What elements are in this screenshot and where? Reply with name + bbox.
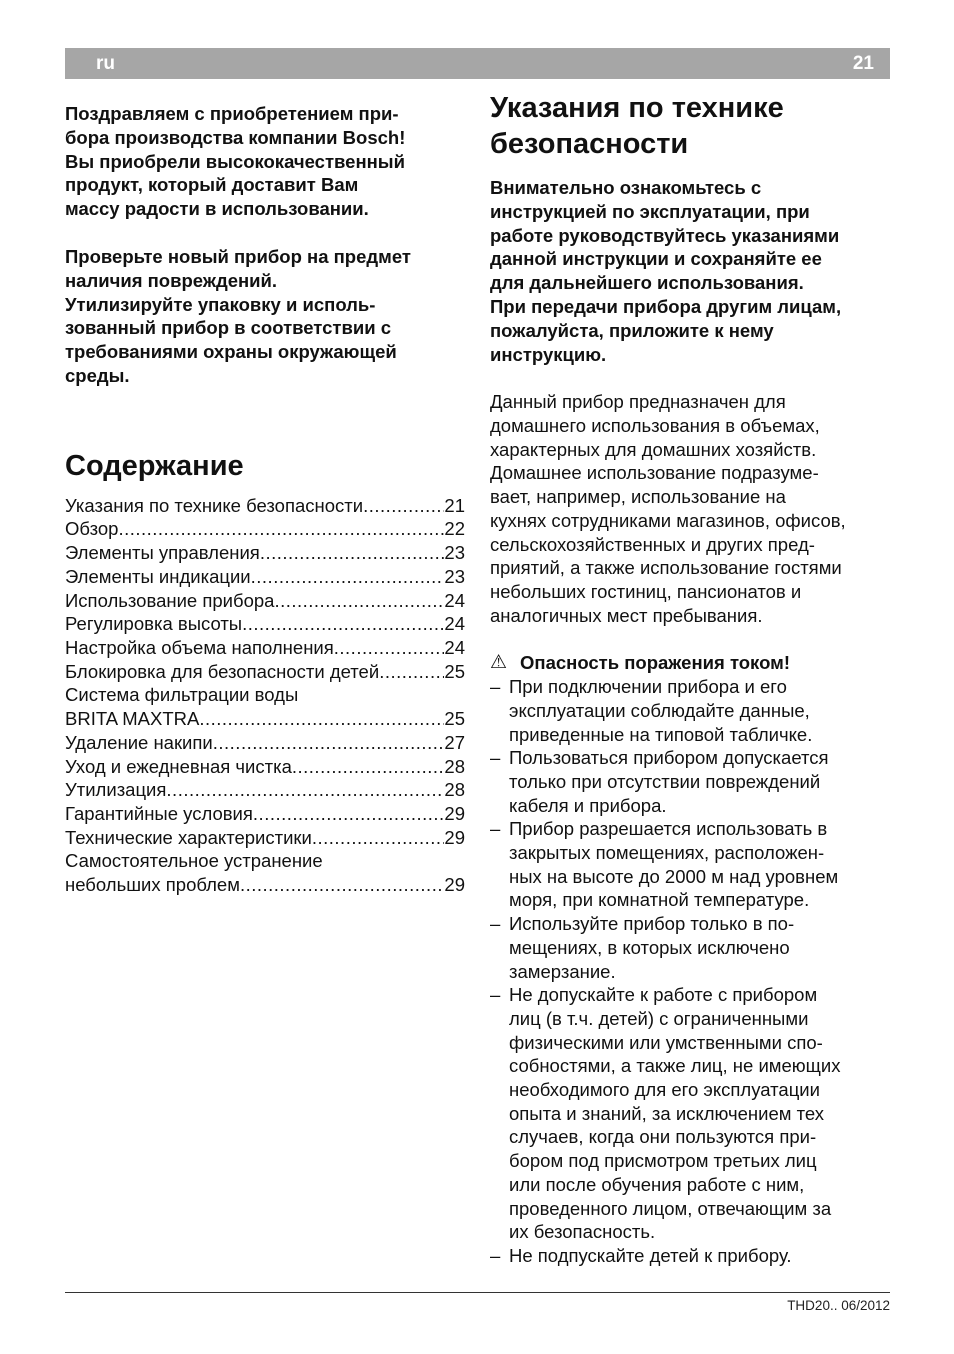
toc-entry-page: 23 — [444, 565, 465, 587]
toc-entry-label: Утилизация — [65, 779, 167, 801]
toc-entry — [65, 589, 465, 613]
toc-entry — [65, 707, 465, 731]
toc-entry-label: Обзор — [65, 518, 119, 540]
toc-leader-dots — [253, 802, 445, 826]
dash-icon: – — [490, 984, 501, 1006]
safety-bullet-text: Не допускайте к работе с прибором лиц (в т.ч. детей) с ограниченными физическими или умственными спо- собностями, а также лиц, не имеющих необходимого для его эксплуатации опыта и знаний, за исключением тех случаев, когда они пользуются при- бором под присмотром третьих лиц или после обучения работе с ним, проведенного лицом, отвечающим за их безопасность. — [509, 984, 841, 1243]
dash-icon: – — [490, 747, 501, 769]
toc-entry-page: 29 — [444, 874, 465, 896]
toc-leader-dots — [166, 778, 444, 802]
intro-paragraph: Поздравляем с приобретением при- бора производства компании Bosch! Вы приобрели высококачественный продукт, который доставит Вам массу радости в использовании. — [65, 103, 406, 220]
toc-entry — [65, 541, 465, 565]
safety-bullet-text: Пользоваться прибором допускается только при отсутствии повреждений кабеля и прибора. — [509, 747, 829, 816]
dash-icon: – — [490, 676, 501, 698]
toc-entry — [65, 517, 465, 541]
toc-leader-dots — [199, 707, 444, 731]
page-number: 21 — [852, 53, 874, 74]
toc-entry-page: 29 — [444, 826, 465, 848]
safety-bullet-text: При подключении прибора и его эксплуатации соблюдайте данные, приведенные на типовой табличке. — [509, 676, 813, 745]
right-column — [490, 90, 890, 1268]
toc-leader-dots — [334, 636, 445, 660]
toc-entry-page: 29 — [444, 802, 465, 824]
toc-entry-label: небольших проблем — [65, 874, 240, 896]
toc-leader-dots — [260, 541, 445, 565]
toc-entry-label: Элементы управления — [65, 542, 260, 564]
toc-leader-dots — [363, 494, 444, 518]
toc-leader-dots — [379, 660, 444, 684]
dash-icon: – — [490, 913, 501, 935]
dash-icon: – — [490, 818, 501, 840]
toc-leader-dots — [213, 731, 445, 755]
toc-entry — [65, 565, 465, 589]
table-of-contents — [65, 494, 465, 897]
toc-entry-label: Настройка объема наполнения — [65, 636, 334, 658]
toc-entry-page: 24 — [444, 589, 465, 611]
toc-entry-page: 21 — [444, 494, 465, 516]
toc-entry — [65, 849, 465, 873]
toc-entry-page: 24 — [444, 613, 465, 635]
toc-entry-page: 25 — [444, 660, 465, 682]
toc-entry — [65, 826, 465, 850]
toc-entry — [65, 494, 465, 518]
page-header-bar — [65, 48, 890, 79]
left-column — [65, 102, 465, 897]
safety-intro: Внимательно ознакомьтесь с инструкцией по эксплуатации, при работе руководствуйтесь указаниями данной инструкции и сохраняйте ее для дальнейшего использования. При передачи прибора другим лицам, пожалуйста, приложите к нему инструкцию. — [490, 177, 842, 365]
toc-entry-label: Указания по технике безопасности — [65, 494, 364, 516]
toc-entry-label: Элементы индикации — [65, 565, 251, 587]
toc-entry-page: 23 — [444, 542, 465, 564]
toc-title: Содержание — [65, 449, 244, 482]
safety-bullet-item — [490, 983, 890, 1244]
toc-entry-label: Самостоятельное устранение — [65, 850, 323, 872]
toc-leader-dots — [251, 565, 445, 589]
safety-bullet-item — [490, 912, 890, 983]
toc-entry-label: Удаление накипи — [65, 731, 213, 753]
toc-leader-dots — [240, 873, 444, 897]
toc-entry-label: Блокировка для безопасности детей — [65, 660, 380, 682]
toc-entry — [65, 778, 465, 802]
safety-title: Указания по технике безопасности — [490, 92, 784, 160]
toc-leader-dots — [118, 517, 444, 541]
toc-entry-page: 28 — [444, 779, 465, 801]
warning-title: Опасность поражения током! — [520, 652, 790, 674]
safety-bullet-item — [490, 675, 890, 746]
toc-entry-label: Использование прибора — [65, 589, 275, 611]
check-device-paragraph: Проверьте новый прибор на предмет наличия повреждений. Утилизируйте упаковку и исполь- зованный прибор в соответствии с требованиями охраны окружающей среды. — [65, 245, 411, 386]
warning-icon: ⚠ — [490, 652, 508, 674]
toc-leader-dots — [312, 826, 445, 850]
toc-entry-page: 22 — [444, 518, 465, 540]
toc-entry-label: Регулировка высоты — [65, 613, 243, 635]
usage-paragraph: Данный прибор предназначен для домашнего использования в объемах, характерных для домашних хозяйств. Домашнее использование подразуме- вает, например, использование на кухнях сотрудниками магазинов, офисов, сельскохозяйственных и других пред- приятий, а также использование гостями небольших гостиниц, пансионатов и аналогичных мест пребывания. — [490, 391, 846, 626]
toc-entry-page: 27 — [444, 731, 465, 753]
footer-model-date: THD20.. 06/2012 — [787, 1298, 890, 1313]
toc-entry — [65, 683, 465, 707]
toc-entry-label: BRITA MAXTRA — [65, 708, 200, 730]
toc-entry — [65, 660, 465, 684]
toc-entry — [65, 636, 465, 660]
toc-entry-page: 24 — [444, 636, 465, 658]
safety-bullet-item — [490, 1244, 890, 1268]
language-code: ru — [96, 53, 115, 74]
toc-entry-label: Гарантийные условия — [65, 802, 253, 824]
safety-bullet-text: Используйте прибор только в по- мещениях, в которых исключено замерзание. — [509, 913, 795, 982]
toc-entry-page: 28 — [444, 755, 465, 777]
safety-bullet-item — [490, 746, 890, 817]
toc-entry — [65, 731, 465, 755]
toc-entry-page: 25 — [444, 708, 465, 730]
safety-bullet-list — [490, 675, 890, 1268]
toc-leader-dots — [274, 589, 444, 613]
toc-entry — [65, 873, 465, 897]
footer-divider — [65, 1292, 890, 1293]
toc-entry-label: Технические характеристики — [65, 826, 312, 848]
safety-bullet-item — [490, 817, 890, 912]
dash-icon: – — [490, 1244, 501, 1266]
toc-entry — [65, 612, 465, 636]
toc-entry-label: Уход и ежедневная чистка — [65, 755, 292, 777]
toc-leader-dots — [242, 612, 444, 636]
toc-entry — [65, 802, 465, 826]
safety-bullet-text: Прибор разрешается использовать в закрытых помещениях, расположен- ных на высоте до 2000 м над уровнем моря, при комнатной температуре. — [509, 818, 839, 911]
toc-entry-label: Система фильтрации воды — [65, 684, 299, 706]
warning-heading — [490, 651, 890, 675]
safety-bullet-text: Не подпускайте детей к прибору. — [509, 1244, 792, 1266]
toc-leader-dots — [292, 755, 445, 779]
toc-entry — [65, 755, 465, 779]
